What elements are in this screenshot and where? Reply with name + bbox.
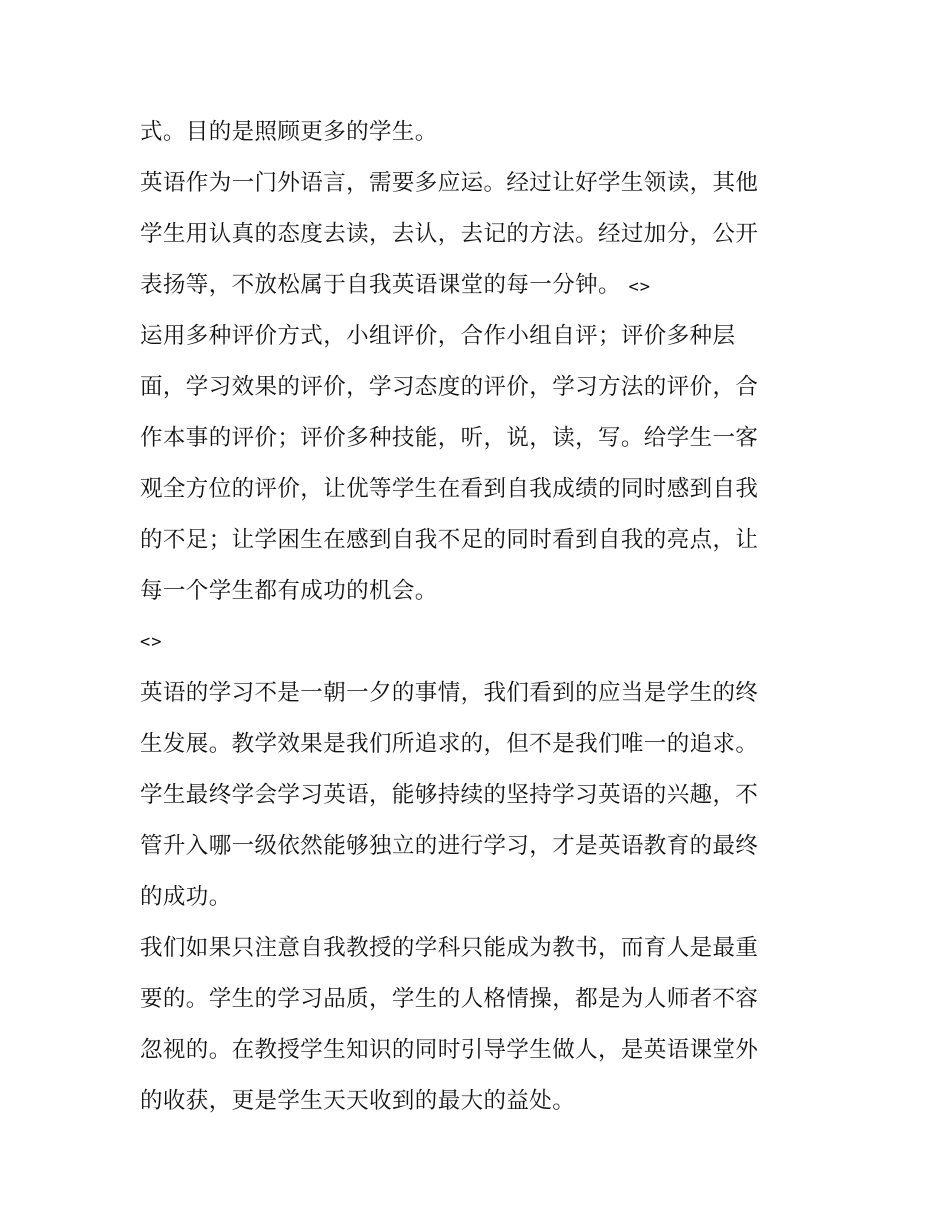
text-line: 的收获，更是学生天天收到的最大的益处。 xyxy=(140,1088,576,1114)
text-line: 英语作为一门外语言，需要多应运。经过让好学生领读，其他 xyxy=(140,170,759,196)
text-line: 表扬等，不放松属于自我英语课堂的每一分钟。 xyxy=(140,272,621,298)
text-line: 要的。学生的学习品质，学生的人格情操，都是为人师者不容 xyxy=(140,986,759,1012)
standalone-tag: <> xyxy=(140,632,163,652)
text-line: 式。目的是照顾更多的学生。 xyxy=(140,119,438,145)
text-line: 作本事的评价；评价多种技能，听，说，读，写。给学生一客 xyxy=(140,425,759,451)
text-line: 忽视的。在教授学生知识的同时引导学生做人，是英语课堂外 xyxy=(140,1037,759,1063)
text-line: 的不足；让学困生在感到自我不足的同时看到自我的亮点，让 xyxy=(140,527,759,553)
text-line: 观全方位的评价，让优等学生在看到自我成绩的同时感到自我 xyxy=(140,476,759,502)
text-line: 生发展。教学效果是我们所追求的，但不是我们唯一的追求。 xyxy=(140,731,759,757)
text-line: 学生最终学会学习英语，能够持续的坚持学习英语的兴趣，不 xyxy=(140,782,759,808)
text-line: 的成功。 xyxy=(140,884,232,910)
text-line: 管升入哪一级依然能够独立的进行学习，才是英语教育的最终 xyxy=(140,833,759,859)
text-line-with-tag xyxy=(140,260,820,311)
text-line: 面，学习效果的评价，学习态度的评价，学习方法的评价，合 xyxy=(140,374,759,400)
text-line: 运用多种评价方式，小组评价，合作小组自评；评价多种层 xyxy=(140,323,736,349)
inline-tag: <> xyxy=(628,277,651,297)
text-line: 每一个学生都有成功的机会。 xyxy=(140,578,438,604)
document-body xyxy=(140,107,820,1127)
text-line: 学生用认真的态度去读，去认，去记的方法。经过加分，公开 xyxy=(140,221,759,247)
text-line: 我们如果只注意自我教授的学科只能成为教书，而育人是最重 xyxy=(140,935,759,961)
text-line: 英语的学习不是一朝一夕的事情，我们看到的应当是学生的终 xyxy=(140,680,759,706)
